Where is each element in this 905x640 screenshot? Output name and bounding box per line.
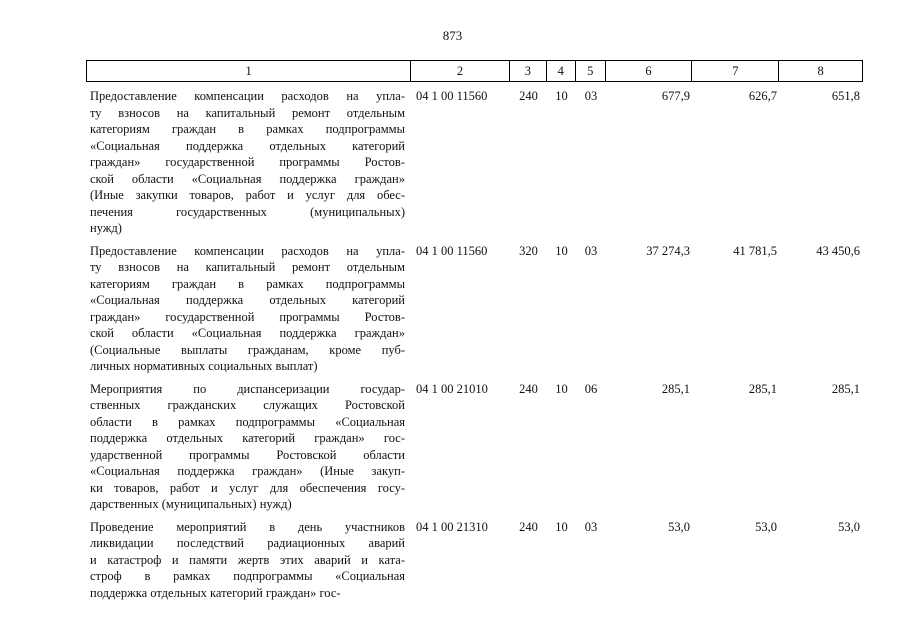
- expense-type-code: 240: [519, 89, 538, 103]
- amount-col-8: 53,0: [838, 519, 860, 534]
- row-description: [86, 519, 411, 602]
- table-body: [86, 88, 863, 601]
- description-line: дарственных (муниципальных) нужд): [90, 497, 292, 511]
- section-code: 10: [555, 519, 568, 534]
- description-line: ударственной программы Ростовской области: [90, 447, 405, 462]
- description-line: «Социальная поддержка граждан» (Иные закуп-: [90, 464, 405, 478]
- description-line: Предоставление компенсации расходов на упла-: [90, 89, 405, 103]
- amount-col-8: 285,1: [831, 381, 860, 396]
- section-code: 10: [555, 381, 568, 396]
- description-line: «Социальная поддержка отдельных категорий: [90, 293, 405, 307]
- amount-col-8: 651,8: [831, 89, 860, 103]
- expense-type-code: 320: [519, 243, 538, 258]
- header-col-2: 2: [411, 61, 510, 81]
- amount-col-7: 53,0: [755, 519, 777, 534]
- table-row: [86, 519, 863, 602]
- target-article-code: 04 1 00 21010: [416, 381, 488, 396]
- header-col-6: 6: [606, 61, 693, 81]
- row-description: [86, 88, 411, 237]
- description-line: ки товаров, работ и услуг для обеспечения госу-: [90, 480, 405, 495]
- expense-type-code: 240: [519, 381, 538, 396]
- header-col-5: 5: [576, 61, 606, 81]
- amount-col-6: 37 274,3: [646, 243, 690, 258]
- section-code: 10: [555, 243, 568, 258]
- description-line: Проведение мероприятий в день участников: [90, 519, 405, 534]
- description-line: Мероприятия по диспансеризации государ-: [90, 381, 405, 396]
- description-line: печения государственных (муниципальных): [90, 204, 405, 219]
- subsection-code: 03: [584, 243, 598, 258]
- target-article-code: 04 1 00 21310: [416, 519, 488, 534]
- header-col-3: 3: [510, 61, 547, 81]
- description-line: категориям граждан в рамках подпрограммы: [90, 276, 405, 291]
- description-line: категориям граждан в рамках подпрограммы: [90, 122, 405, 136]
- description-line: ственных гражданских служащих Ростовской: [90, 398, 405, 412]
- description-line: нужд): [90, 221, 122, 235]
- header-col-4: 4: [547, 61, 576, 81]
- description-line: (Социальные выплаты гражданам, кроме пуб-: [90, 342, 405, 357]
- row-description: [86, 381, 411, 513]
- table-row: [86, 243, 863, 375]
- table-row: [86, 88, 863, 237]
- subsection-code: 03: [584, 519, 598, 534]
- description-line: граждан» государственной программы Ростов-: [90, 309, 405, 324]
- description-line: ской области «Социальная поддержка граждан»: [90, 171, 405, 186]
- description-line: строф в рамках подпрограммы «Социальная: [90, 569, 405, 583]
- table-header-row: [86, 60, 863, 82]
- description-line: ской области «Социальная поддержка граждан»: [90, 326, 405, 340]
- amount-col-8: 43 450,6: [816, 243, 860, 258]
- description-line: ту взносов на капитальный ремонт отдельным: [90, 260, 405, 274]
- amount-col-6: 285,1: [661, 381, 690, 396]
- subsection-code: 06: [584, 381, 598, 396]
- description-line: граждан» государственной программы Ростов-: [90, 155, 405, 169]
- description-line: ту взносов на капитальный ремонт отдельным: [90, 105, 405, 120]
- amount-col-6: 53,0: [668, 519, 690, 534]
- header-col-8: 8: [817, 64, 824, 78]
- description-line: ликвидации последствий радиационных аварий: [90, 536, 405, 550]
- description-line: Предоставление компенсации расходов на упла-: [90, 243, 405, 258]
- section-code: 10: [555, 89, 568, 103]
- amount-col-7: 285,1: [748, 381, 777, 396]
- page-number: 873: [442, 28, 463, 43]
- target-article-code: 04 1 00 11560: [416, 243, 488, 258]
- description-line: поддержка отдельных категорий граждан» гос-: [90, 431, 405, 445]
- table-row: [86, 381, 863, 513]
- header-col-1: 1: [87, 61, 411, 81]
- description-line: (Иные закупки товаров, работ и услуг для обес-: [90, 188, 405, 202]
- description-line: личных нормативных социальных выплат): [90, 359, 318, 373]
- subsection-code: 03: [584, 89, 598, 103]
- header-col-7: 7: [692, 61, 779, 81]
- row-description: [86, 243, 411, 375]
- amount-col-7: 626,7: [748, 89, 777, 103]
- description-line: области в рамках подпрограммы «Социальная: [90, 414, 405, 429]
- description-line: поддержка отдельных категорий граждан» гос-: [90, 585, 341, 600]
- description-line: и катастроф и памяти жертв этих аварий и ката-: [90, 552, 405, 567]
- target-article-code: 04 1 00 11560: [416, 89, 488, 103]
- amount-col-6: 677,9: [661, 89, 690, 103]
- expense-type-code: 240: [519, 519, 538, 534]
- description-line: «Социальная поддержка отдельных категорий: [90, 138, 405, 153]
- amount-col-7: 41 781,5: [733, 243, 777, 258]
